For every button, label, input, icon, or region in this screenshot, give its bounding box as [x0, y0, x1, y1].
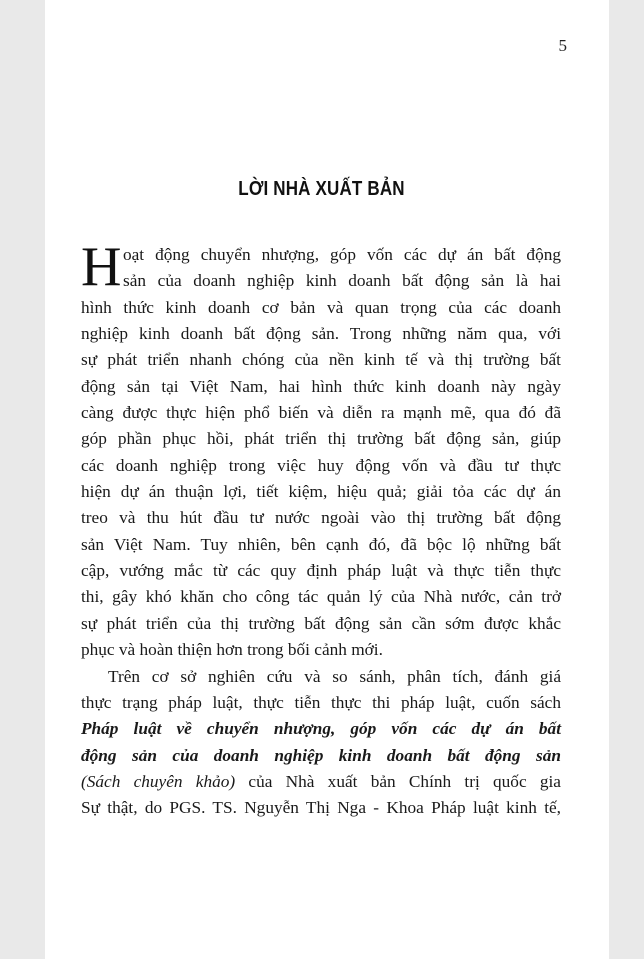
text-line: các doanh nghiệp trong việc huy động vốn và đầu tư thực: [81, 455, 561, 475]
book-title-line: Pháp luật về chuyển nhượng, góp vốn các dự án bất: [81, 719, 561, 739]
book-title-line: động sản của doanh nghiệp kinh doanh bất động sản: [81, 745, 561, 765]
text-line: hình thức kinh doanh cơ bản và quan trọng của các doanh: [81, 297, 561, 317]
text-fragment: của Nhà xuất bản Chính trị quốc gia: [235, 771, 561, 791]
text-line: oạt động chuyển nhượng, góp vốn các dự án bất động: [123, 245, 561, 264]
text-line: sự phát triển nhanh chóng của nền kinh tế và thị trường bất: [81, 350, 561, 370]
text-line: góp phần phục hồi, phát triển thị trường bất động sản, giúp: [81, 429, 561, 449]
text-line: treo và thu hút đầu tư nước ngoài vào thị trường bất động: [81, 508, 561, 528]
text-line: hiện dự án thuận lợi, tiết kiệm, hiệu quả; giải tỏa các dự án: [81, 482, 561, 502]
text-line: càng được thực hiện phổ biến và diễn ra mạnh mẽ, qua đó đã: [81, 403, 561, 423]
text-line: Sự thật, do PGS. TS. Nguyễn Thị Nga - Khoa Pháp luật kinh tế,: [81, 798, 561, 818]
text-line: sản Việt Nam. Tuy nhiên, bên cạnh đó, đã bộc lộ những bất: [81, 534, 561, 554]
text-line: thi, gây khó khăn cho công tác quản lý của Nhà nước, cản trở: [81, 587, 561, 607]
text-line: sản của doanh nghiệp kinh doanh bất động sản là hai: [123, 271, 561, 291]
book-page: [45, 0, 609, 959]
body-text: [81, 236, 561, 822]
text-line: [81, 769, 561, 795]
book-subtitle: (Sách chuyên khảo): [81, 771, 236, 791]
drop-cap: H: [81, 236, 122, 298]
text-line: động sản tại Việt Nam, hai hình thức kinh doanh này ngày: [81, 376, 561, 396]
text-line: thực trạng pháp luật, thực tiễn thực thi pháp luật, cuốn sách: [81, 692, 561, 712]
text-line: sự phát triển của thị trường bất động sản cần sớm được khắc: [81, 613, 561, 633]
paragraph-1: [81, 236, 561, 664]
page-number: 5: [558, 36, 567, 55]
text-line: phục và hoàn thiện hơn trong bối cảnh mới.: [81, 640, 383, 660]
paragraph-2: [81, 664, 561, 822]
text-line: nghiệp kinh doanh bất động sản. Trong những năm qua, với: [81, 324, 561, 344]
page-title: LỜI NHÀ XUẤT BẢN: [238, 178, 405, 200]
text-line: Trên cơ sở nghiên cứu và so sánh, phân tích, đánh giá: [108, 666, 561, 686]
text-line: cập, vướng mắc từ các quy định pháp luật và thực tiễn thực: [81, 561, 561, 581]
